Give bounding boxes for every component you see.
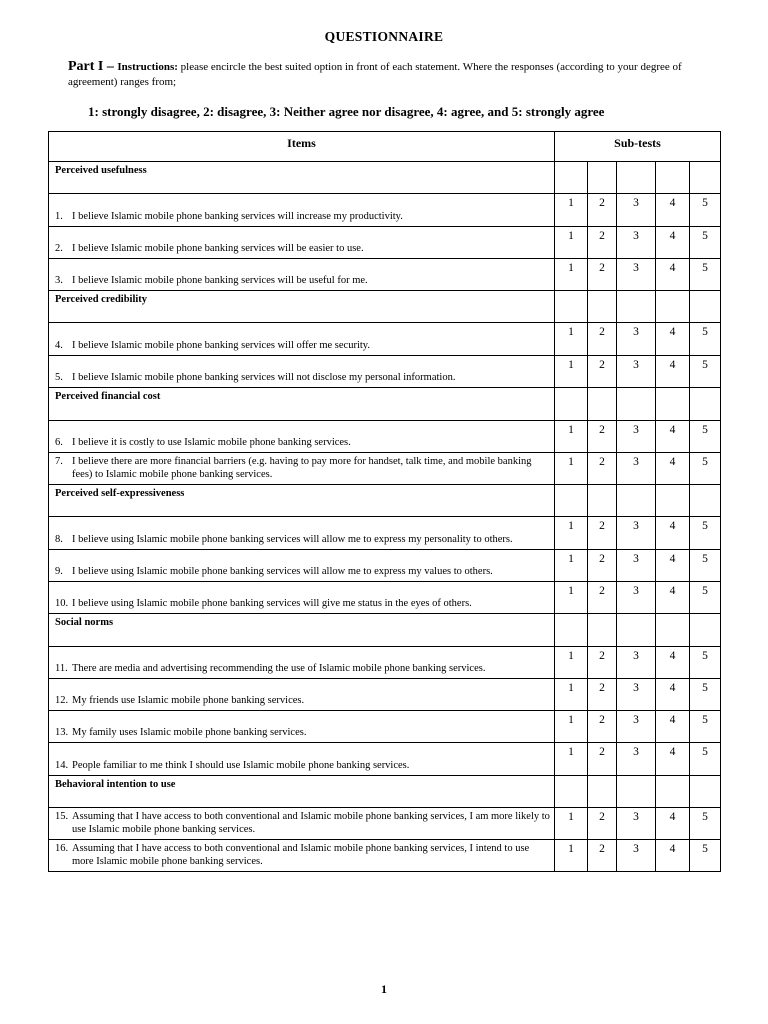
item-cell (49, 808, 555, 840)
scale-option-3[interactable]: 3 (617, 259, 656, 291)
item-text: I believe there are more financial barriers (e.g. having to pay more for handset, talk time, and mobile banking fees) to Islamic mobile phone banking services. (72, 456, 532, 480)
scale-option-3[interactable]: 3 (617, 421, 656, 453)
item-row (49, 517, 721, 550)
empty-cell (690, 291, 721, 323)
empty-cell (690, 614, 721, 647)
scale-option-4[interactable]: 4 (656, 582, 690, 614)
scale-option-3[interactable]: 3 (617, 647, 656, 679)
section-label: Perceived credibility (49, 291, 555, 323)
scale-option-4[interactable]: 4 (656, 453, 690, 485)
section-row (49, 162, 721, 194)
item-cell (49, 743, 555, 776)
empty-cell (588, 388, 617, 421)
scale-option-4[interactable]: 4 (656, 550, 690, 582)
scale-option-3[interactable]: 3 (617, 711, 656, 743)
scale-option-1[interactable]: 1 (555, 453, 588, 485)
scale-option-5[interactable]: 5 (690, 421, 721, 453)
section-label: Behavioral intention to use (49, 776, 555, 808)
item-number: 15. (55, 811, 69, 822)
scale-option-2[interactable]: 2 (588, 840, 617, 872)
item-text: I believe using Islamic mobile phone banking services will give me status in the eyes of others. (72, 598, 472, 609)
page-title: QUESTIONNAIRE (324, 29, 444, 44)
scale-option-1[interactable]: 1 (555, 194, 588, 227)
scale-option-3[interactable]: 3 (617, 323, 656, 356)
scale-option-4[interactable]: 4 (656, 259, 690, 291)
scale-option-2[interactable]: 2 (588, 194, 617, 227)
item-cell (49, 711, 555, 743)
scale-option-2[interactable]: 2 (588, 582, 617, 614)
scale-option-3[interactable]: 3 (617, 356, 656, 388)
item-number: 4. (55, 340, 63, 351)
scale-option-2[interactable]: 2 (588, 259, 617, 291)
scale-option-2[interactable]: 2 (588, 356, 617, 388)
scale-option-3[interactable]: 3 (617, 227, 656, 259)
item-cell (49, 453, 555, 485)
scale-option-1[interactable]: 1 (555, 356, 588, 388)
scale-option-1[interactable]: 1 (555, 227, 588, 259)
empty-cell (656, 388, 690, 421)
scale-option-2[interactable]: 2 (588, 647, 617, 679)
item-number: 14. (55, 760, 69, 771)
item-cell (49, 323, 555, 356)
scale-option-2[interactable]: 2 (588, 453, 617, 485)
scale-option-5[interactable]: 5 (690, 840, 721, 872)
item-number: 3. (55, 275, 63, 286)
item-text: My family uses Islamic mobile phone banking services. (72, 727, 307, 738)
items-header: Items (49, 132, 555, 162)
item-number: 11. (55, 663, 68, 674)
empty-cell (588, 485, 617, 517)
scale-option-1[interactable]: 1 (555, 808, 588, 840)
item-text: I believe Islamic mobile phone banking services will offer me security. (72, 340, 370, 351)
item-cell (49, 421, 555, 453)
scale-option-5[interactable]: 5 (690, 194, 721, 227)
empty-cell (555, 485, 588, 517)
scale-option-5[interactable]: 5 (690, 679, 721, 711)
scale-option-2[interactable]: 2 (588, 517, 617, 550)
item-text: I believe using Islamic mobile phone banking services will allow me to express my personality to others. (72, 534, 513, 545)
item-cell (49, 259, 555, 291)
item-text: Assuming that I have access to both conventional and Islamic mobile phone banking services, I intend to use more Islamic mobile phone banking services. (72, 843, 530, 867)
section-label: Perceived financial cost (49, 388, 555, 421)
scale-option-2[interactable]: 2 (588, 743, 617, 776)
empty-cell (588, 776, 617, 808)
item-row (49, 323, 721, 356)
empty-cell (555, 162, 588, 194)
scale-option-3[interactable]: 3 (617, 194, 656, 227)
scale-option-3[interactable]: 3 (617, 517, 656, 550)
item-number: 2. (55, 243, 63, 254)
item-text: I believe using Islamic mobile phone banking services will allow me to express my values to others. (72, 566, 493, 577)
item-number: 12. (55, 695, 69, 706)
item-row (49, 227, 721, 259)
item-number: 5. (55, 372, 63, 383)
scale-option-1[interactable]: 1 (555, 840, 588, 872)
item-row (49, 356, 721, 388)
section-row (49, 388, 721, 421)
item-text: People familiar to me think I should use Islamic mobile phone banking services. (72, 760, 410, 771)
scale-option-4[interactable]: 4 (656, 194, 690, 227)
scale-legend: 1: strongly disagree, 2: disagree, 3: Neither agree nor disagree, 4: agree, and 5: strongly agree (88, 104, 605, 119)
scale-option-2[interactable]: 2 (588, 227, 617, 259)
scale-option-1[interactable]: 1 (555, 421, 588, 453)
scale-option-4[interactable]: 4 (656, 356, 690, 388)
item-text: I believe Islamic mobile phone banking services will be useful for me. (72, 275, 368, 286)
empty-cell (690, 388, 721, 421)
scale-option-4[interactable]: 4 (656, 743, 690, 776)
scale-option-5[interactable]: 5 (690, 227, 721, 259)
item-row (49, 421, 721, 453)
empty-cell (617, 291, 656, 323)
part-instructions (68, 59, 708, 90)
scale-option-2[interactable]: 2 (588, 550, 617, 582)
scale-option-5[interactable]: 5 (690, 647, 721, 679)
item-number: 16. (55, 843, 69, 854)
section-label: Perceived self-expressiveness (49, 485, 555, 517)
section-row (49, 776, 721, 808)
empty-cell (656, 291, 690, 323)
empty-cell (690, 776, 721, 808)
page-number: 1 (381, 982, 387, 996)
section-row (49, 291, 721, 323)
empty-cell (617, 614, 656, 647)
empty-cell (617, 776, 656, 808)
scale-option-5[interactable]: 5 (690, 550, 721, 582)
item-row (49, 743, 721, 776)
section-row (49, 485, 721, 517)
scale-option-4[interactable]: 4 (656, 808, 690, 840)
scale-option-4[interactable]: 4 (656, 840, 690, 872)
item-number: 6. (55, 437, 63, 448)
scale-option-4[interactable]: 4 (656, 647, 690, 679)
scale-option-1[interactable]: 1 (555, 711, 588, 743)
scale-option-5[interactable]: 5 (690, 582, 721, 614)
item-number: 8. (55, 534, 63, 545)
scale-option-1[interactable]: 1 (555, 517, 588, 550)
scale-option-1[interactable]: 1 (555, 679, 588, 711)
empty-cell (555, 388, 588, 421)
item-text: I believe Islamic mobile phone banking services will not disclose my personal information. (72, 372, 456, 383)
scale-option-4[interactable]: 4 (656, 679, 690, 711)
scale-option-5[interactable]: 5 (690, 808, 721, 840)
scale-option-3[interactable]: 3 (617, 679, 656, 711)
item-row (49, 259, 721, 291)
item-row (49, 808, 721, 840)
empty-cell (555, 614, 588, 647)
scale-option-5[interactable]: 5 (690, 517, 721, 550)
scale-option-5[interactable]: 5 (690, 356, 721, 388)
scale-option-1[interactable]: 1 (555, 743, 588, 776)
scale-option-5[interactable]: 5 (690, 323, 721, 356)
empty-cell (617, 162, 656, 194)
item-cell (49, 647, 555, 679)
scale-option-1[interactable]: 1 (555, 323, 588, 356)
empty-cell (555, 776, 588, 808)
item-row (49, 711, 721, 743)
questionnaire-table (48, 131, 721, 872)
scale-option-1[interactable]: 1 (555, 582, 588, 614)
scale-option-2[interactable]: 2 (588, 679, 617, 711)
instructions-text: please encircle the best suited option in front of each statement. Where the responses (according to your degree of agreement) ranges from; (68, 61, 682, 88)
empty-cell (588, 162, 617, 194)
item-row (49, 647, 721, 679)
item-number: 7. (55, 456, 63, 467)
scale-option-4[interactable]: 4 (656, 421, 690, 453)
empty-cell (690, 485, 721, 517)
section-row (49, 614, 721, 647)
item-number: 13. (55, 727, 69, 738)
scale-option-4[interactable]: 4 (656, 711, 690, 743)
item-row (49, 582, 721, 614)
section-label: Social norms (49, 614, 555, 647)
section-label: Perceived usefulness (49, 162, 555, 194)
scale-option-5[interactable]: 5 (690, 259, 721, 291)
empty-cell (617, 485, 656, 517)
scale-option-2[interactable]: 2 (588, 421, 617, 453)
scale-option-5[interactable]: 5 (690, 743, 721, 776)
item-row (49, 550, 721, 582)
item-row (49, 840, 721, 872)
header-row (49, 132, 721, 162)
scale-option-2[interactable]: 2 (588, 323, 617, 356)
empty-cell (656, 162, 690, 194)
item-text: There are media and advertising recommending the use of Islamic mobile phone banking services. (72, 663, 486, 674)
subtests-header: Sub-tests (555, 132, 721, 162)
item-row (49, 194, 721, 227)
item-text: I believe Islamic mobile phone banking services will be easier to use. (72, 243, 364, 254)
item-cell (49, 582, 555, 614)
scale-option-3[interactable]: 3 (617, 743, 656, 776)
item-row (49, 453, 721, 485)
instructions-label: Instructions: (117, 61, 178, 73)
scale-option-5[interactable]: 5 (690, 453, 721, 485)
empty-cell (690, 162, 721, 194)
scale-option-3[interactable]: 3 (617, 453, 656, 485)
empty-cell (617, 388, 656, 421)
scale-option-3[interactable]: 3 (617, 840, 656, 872)
empty-cell (656, 776, 690, 808)
scale-option-1[interactable]: 1 (555, 259, 588, 291)
empty-cell (588, 614, 617, 647)
empty-cell (588, 291, 617, 323)
part-label: Part I – (68, 59, 118, 74)
scale-option-1[interactable]: 1 (555, 550, 588, 582)
item-cell (49, 550, 555, 582)
scale-option-3[interactable]: 3 (617, 808, 656, 840)
scale-option-3[interactable]: 3 (617, 550, 656, 582)
item-text: I believe it is costly to use Islamic mobile phone banking services. (72, 437, 351, 448)
scale-option-2[interactable]: 2 (588, 711, 617, 743)
scale-option-2[interactable]: 2 (588, 808, 617, 840)
item-number: 1. (55, 211, 63, 222)
item-cell (49, 517, 555, 550)
scale-option-5[interactable]: 5 (690, 711, 721, 743)
item-cell (49, 194, 555, 227)
scale-option-3[interactable]: 3 (617, 582, 656, 614)
item-number: 10. (55, 598, 69, 609)
item-text: I believe Islamic mobile phone banking services will increase my productivity. (72, 211, 403, 222)
scale-option-1[interactable]: 1 (555, 647, 588, 679)
item-cell (49, 227, 555, 259)
item-text: Assuming that I have access to both conventional and Islamic mobile phone banking services, I am more likely to use Islamic mobile phone banking services. (72, 811, 550, 835)
scale-option-4[interactable]: 4 (656, 517, 690, 550)
empty-cell (555, 291, 588, 323)
item-cell (49, 679, 555, 711)
item-cell (49, 356, 555, 388)
scale-option-4[interactable]: 4 (656, 227, 690, 259)
item-number: 9. (55, 566, 63, 577)
empty-cell (656, 614, 690, 647)
item-row (49, 679, 721, 711)
empty-cell (656, 485, 690, 517)
scale-option-4[interactable]: 4 (656, 323, 690, 356)
item-text: My friends use Islamic mobile phone banking services. (72, 695, 305, 706)
item-cell (49, 840, 555, 872)
